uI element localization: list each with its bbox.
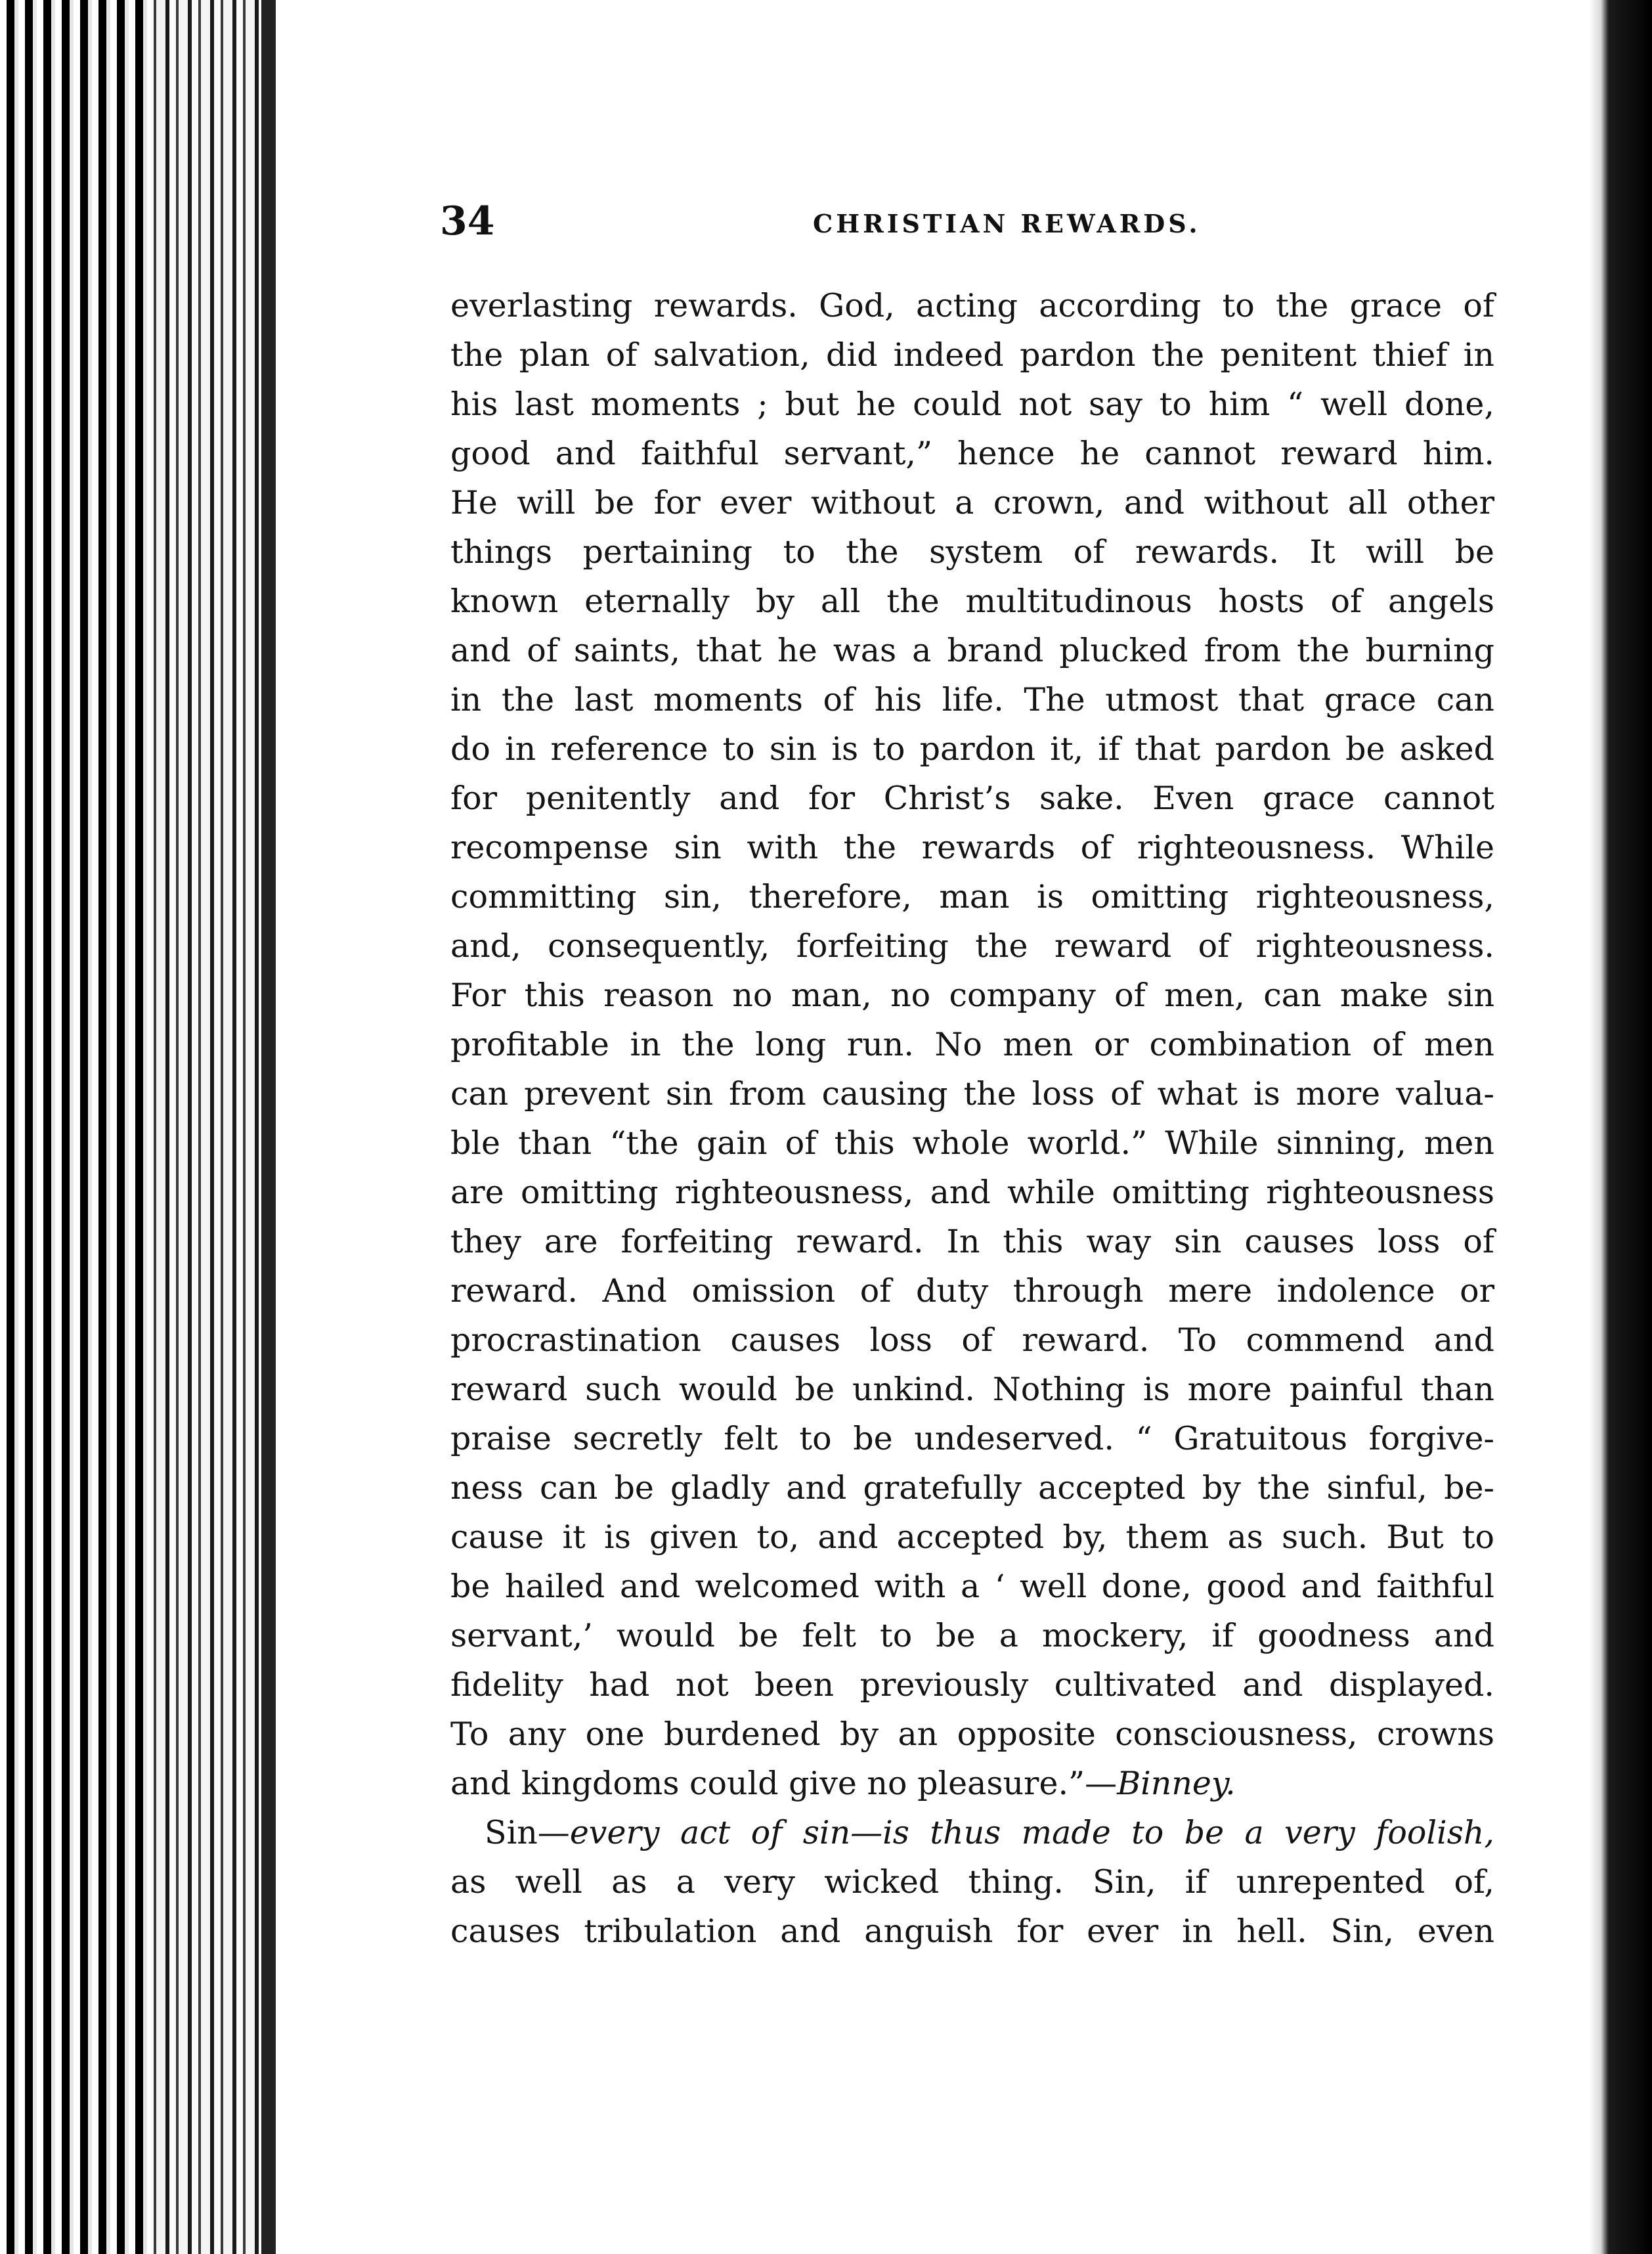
text-line: known eternally by all the multitudinous hosts of angels [450, 583, 1494, 620]
text-line: for penitently and for Christ’s sake. Even grace cannot [450, 780, 1494, 817]
text-line: everlasting rewards. God, acting according to the grace of [450, 287, 1494, 324]
text-line: committing sin, therefore, man is omitting righteousness, [450, 878, 1494, 916]
text-line: are omitting righteousness, and while omitting righteousness [450, 1174, 1494, 1211]
text-line: praise secretly felt to be undeserved. “ Gratuitous forgive- [450, 1420, 1494, 1457]
text-line: and, consequently, forfeiting the reward of righteousness. [450, 927, 1494, 965]
italic-emphasis: every act of sin—is thus made to be a very foolish, [569, 1814, 1494, 1851]
attribution: Binney. [1117, 1765, 1236, 1802]
text-line: ble than “the gain of this whole world.” While sinning, men [450, 1124, 1494, 1162]
text-line: things pertaining to the system of rewards. It will be [450, 533, 1494, 571]
text-span: Sin— [485, 1814, 570, 1851]
text-line: causes tribulation and anguish for ever in hell. Sin, even [450, 1912, 1494, 1950]
text-line: and of saints, that he was a brand plucked from the burning [450, 632, 1494, 669]
binding-gap [1550, 0, 1589, 59]
text-line: they are forfeiting reward. In this way sin causes loss of [450, 1223, 1494, 1260]
text-line: He will be for ever without a crown, and without all other [450, 484, 1494, 521]
text-line: be hailed and welcomed with a ‘ well done, good and faithful [450, 1568, 1494, 1605]
text-line: in the last moments of his life. The utmost that grace can [450, 681, 1494, 718]
paragraph-end-line [450, 1759, 1494, 1808]
text-line: procrastination causes loss of reward. To commend and [450, 1321, 1494, 1359]
text-span: and kingdoms could give no pleasure.”— [450, 1765, 1118, 1802]
running-head: CHRISTIAN REWARDS. [813, 209, 1201, 238]
page-edges [0, 0, 276, 2254]
text-line: recompense sin with the rewards of righteousness. While [450, 829, 1494, 866]
text-line: fidelity had not been previously cultivated and displayed. [450, 1666, 1494, 1704]
text-line: as well as a very wicked thing. Sin, if unrepented of, [450, 1863, 1494, 1901]
text-line: good and faithful servant,” hence he cannot reward him. [450, 435, 1494, 472]
text-line: For this reason no man, no company of men, can make sin [450, 977, 1494, 1014]
body-text [450, 281, 1494, 1956]
text-line: To any one burdened by an opposite consciousness, crowns [450, 1715, 1494, 1753]
page-header [440, 198, 1556, 257]
text-line: cause it is given to, and accepted by, them as such. But to [450, 1518, 1494, 1556]
text-line: ness can be gladly and gratefully accepted by the sinful, be- [450, 1469, 1494, 1507]
text-line: reward such would be unkind. Nothing is more painful than [450, 1371, 1494, 1408]
text-line: reward. And omission of duty through mere indolence or [450, 1272, 1494, 1310]
page-number: 34 [440, 198, 495, 244]
text-line: the plan of salvation, did indeed pardon the penitent thief in [450, 336, 1494, 374]
text-line: his last moments ; but he could not say to him “ well done, [450, 386, 1494, 423]
text-line: servant,’ would be felt to be a mockery, if goodness and [450, 1617, 1494, 1654]
text-line: do in reference to sin is to pardon it, if that pardon be asked [450, 730, 1494, 768]
text-line: profitable in the long run. No men or combination of men [450, 1026, 1494, 1063]
paragraph-start-line [450, 1808, 1494, 1857]
text-line: can prevent sin from causing the loss of what is more valua- [450, 1075, 1494, 1113]
book-binding [1589, 0, 1652, 2254]
